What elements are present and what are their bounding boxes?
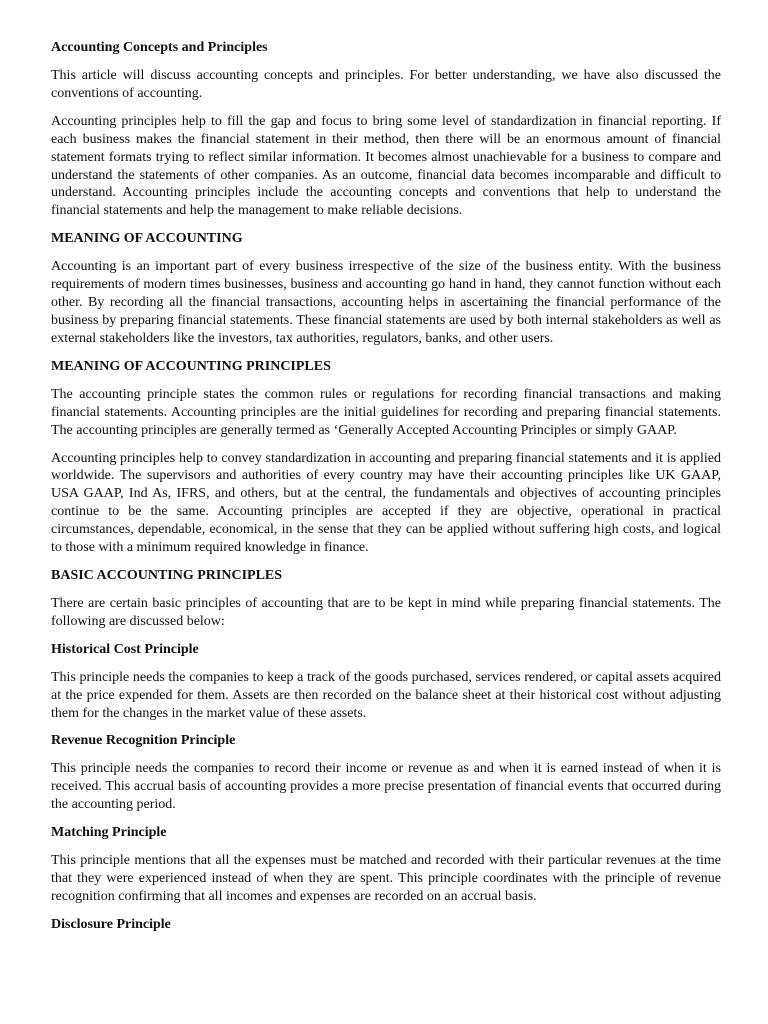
principle-heading-disclosure: Disclosure Principle <box>51 916 171 932</box>
principle-heading-revenue-recognition: Revenue Recognition Principle <box>51 733 236 749</box>
section-heading-meaning-of-accounting: MEANING OF ACCOUNTING <box>51 231 243 247</box>
principle-text: This principle needs the companies to record their income or revenue as and when it is earned instead of when it is received. This accrual basis of accounting provides a more precise presentation of financial events that occurred during the accounting period. <box>51 761 721 813</box>
principle-heading-historical-cost: Historical Cost Principle <box>51 641 199 657</box>
document-page <box>51 39 721 944</box>
intro-paragraph-2: Accounting principles help to fill the gap and focus to bring some level of standardization in financial reporting. If each business makes the financial statement in their method, then there will be an enormous amount of financial statement formats trying to reflect similar information. It becomes almost unachievable for a business to compare and understand the statements of other companies. As an outcome, financial data becomes incomparable and difficult to understand. Accounting principles include the accounting concepts and conventions that help to understand the financial statements and help the management to make reliable decisions. <box>51 113 721 219</box>
document-title: Accounting Concepts and Principles <box>51 40 268 55</box>
principle-text: This principle needs the companies to keep a track of the goods purchased, services rendered, or capital assets acquired at the price expended for them. Assets are then recorded on the balance sheet at their historical cost without adjusting them for the changes in the market value of these assets. <box>51 669 721 721</box>
section-paragraph: There are certain basic principles of accounting that are to be kept in mind while preparing financial statements. The following are discussed below: <box>51 595 721 629</box>
section-heading-basic-accounting-principles: BASIC ACCOUNTING PRINCIPLES <box>51 567 283 583</box>
intro-paragraph: This article will discuss accounting concepts and principles. For better understanding, we have also discussed the conventions of accounting. <box>51 68 721 101</box>
section-paragraph: Accounting is an important part of every business irrespective of the size of the business entity. With the business requirements of modern times businesses, business and accounting go hand in hand, they cannot function without each other. By recording all the financial transactions, accounting helps in ascertaining the financial performance of the business by preparing financial statements. These financial statements are used by both internal stakeholders as well as external stakeholders like the investors, tax authorities, regulators, banks, and other users. <box>51 259 721 346</box>
principle-text: This principle mentions that all the expenses must be matched and recorded with their particular revenues at the time that they were experienced instead of when they are spent. This principle coordinates with the principle of revenue recognition confirming that all incomes and expenses are recorded on an accrual basis. <box>51 853 721 904</box>
section-heading-meaning-of-accounting-principles: MEANING OF ACCOUNTING PRINCIPLES <box>51 358 331 374</box>
section-paragraph: The accounting principle states the common rules or regulations for recording financial transactions and making financial statements. Accounting principles are the initial guidelines for recording and preparing financial statements. The accounting principles are generally termed as ‘Generally Accepted Accounting Principles or simply GAAP. <box>51 386 721 438</box>
section-paragraph: Accounting principles help to convey standardization in accounting and preparing financial statements and it is applied worldwide. The supervisors and authorities of every country may have their accounting principles like UK GAAP, USA GAAP, Ind As, IFRS, and others, but at the central, the fundamentals and objectives of accounting principles continue to be the same. Accounting principles are accepted if they are objective, operational in practical circumstances, dependable, economical, in the sense that they can be applied without suffering high costs, and logical to those with a minimum required knowledge in finance. <box>51 450 721 556</box>
principle-heading-matching: Matching Principle <box>51 825 167 841</box>
